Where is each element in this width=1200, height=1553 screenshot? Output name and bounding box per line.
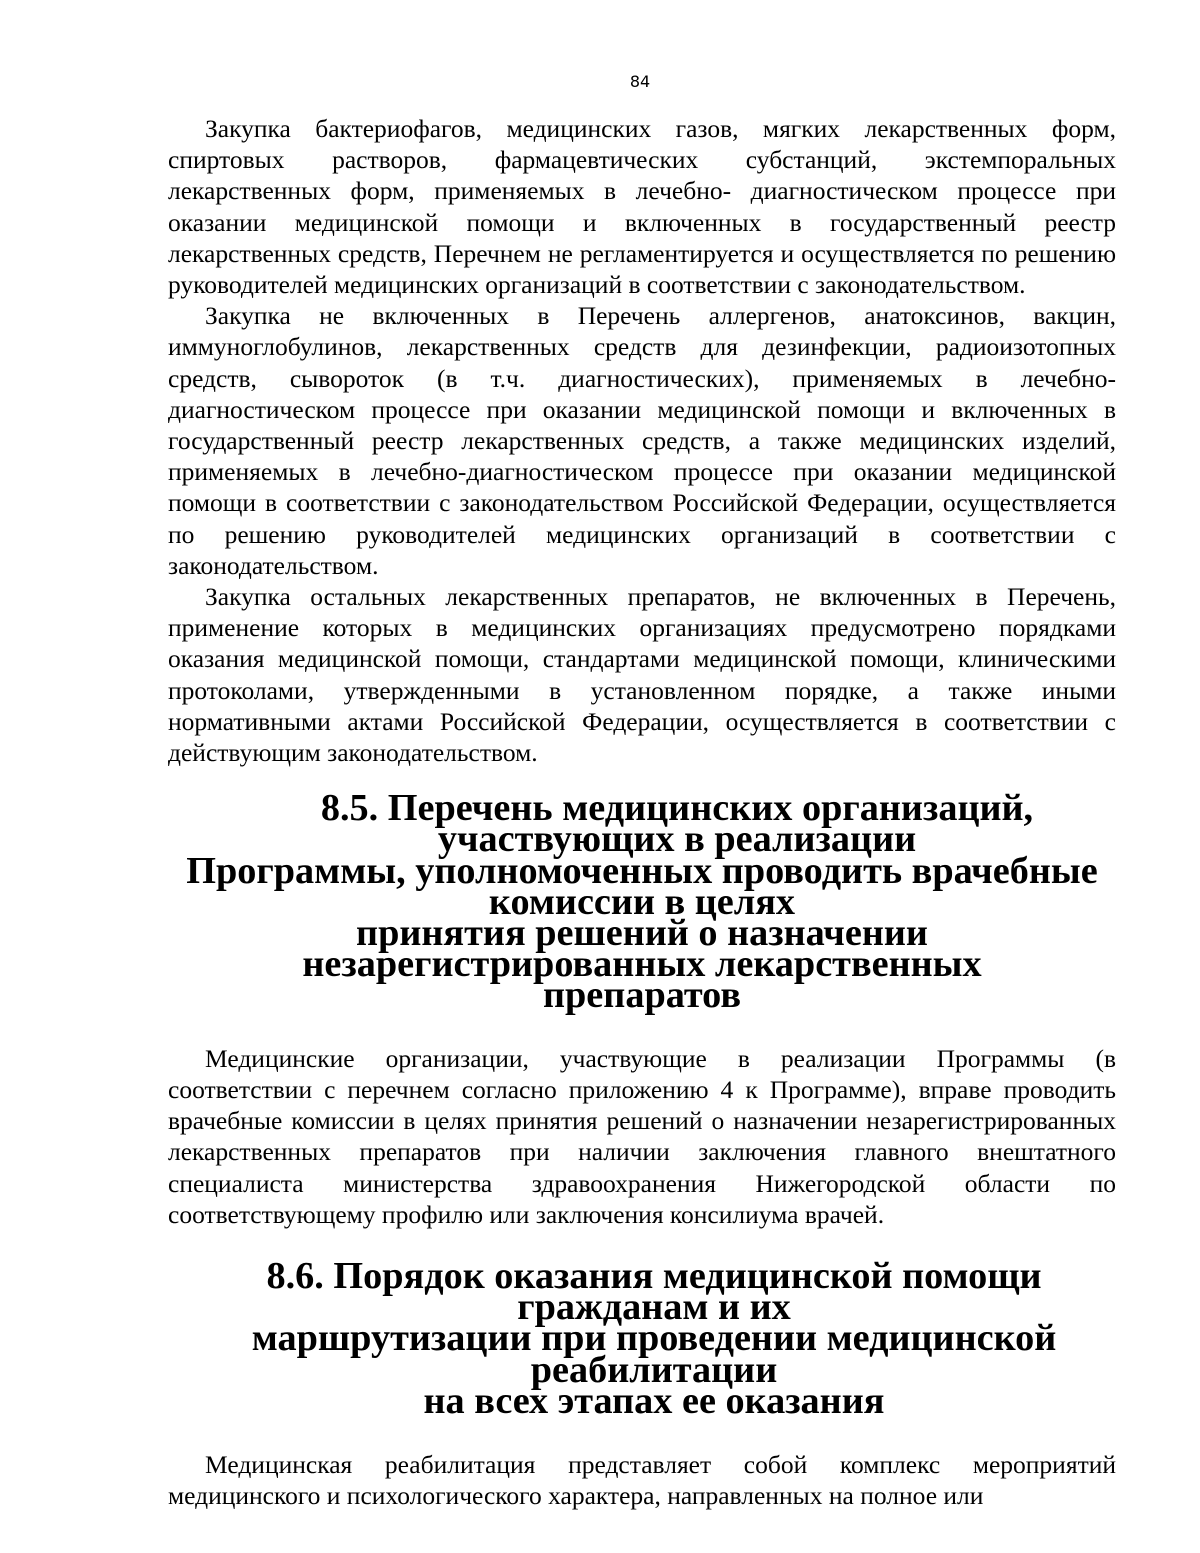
section-8-6-heading-line: маршрутизации при проведении медицинской реабилитации	[251, 1317, 1057, 1391]
section-8-5-heading-line: препаратов	[543, 974, 741, 1017]
section-8-5-heading-line: Программы, уполномоченных проводить врачебные комиссии в целях	[186, 849, 1098, 923]
section-8-6-paragraph: Медицинская реабилитация представляет собой комплекс мероприятий медицинского и психологического характера, направленных на полное или	[168, 1449, 1116, 1511]
section-8-6-heading-line: на всех этапах ее оказания	[423, 1379, 885, 1422]
section-8-5-paragraph: Медицинские организации, участвующие в реализации Программы (в соответствии с перечнем согласно приложению 4 к Программе), вправе проводить врачебные комиссии в целях принятия решений о назначении незарегистрированных лекарственных препаратов при наличии заключения главного внештатного специалиста министерства здравоохранения Нижегородской области по соответствующему профилю или заключения консилиума врачей.	[168, 1043, 1116, 1229]
section-8-5-heading	[168, 787, 1116, 1017]
section-8-5-heading-line: принятия решений о назначении незарегистрированных лекарственных	[302, 912, 982, 986]
paragraph-other-drugs: Закупка остальных лекарственных препаратов, не включенных в Перечень, применение которых в медицинских организациях предусмотрено порядками оказания медицинской помощи, стандартами медицинской помощи, клиническими протоколами, утвержденными в установленном порядке, а также иными нормативными актами Российской Федерации, осуществляется в соответствии с действующим законодательством.	[168, 582, 1116, 768]
section-8-6-heading-line: 8.6. Порядок оказания медицинской помощи гражданам и их	[266, 1254, 1042, 1329]
section-8-6-heading	[168, 1254, 1116, 1422]
page-number: 84	[629, 72, 651, 91]
document-body	[168, 113, 1116, 1511]
paragraph-bacteriophages: Закупка бактериофагов, медицинских газов, мягких лекарственных форм, спиртовых растворов, фармацевтических субстанций, экстемпоральных лекарственных форм, применяемых в лечебно- диагностическом процессе при оказании медицинской помощи и включенных в государственный реестр лекарственных средств, Перечнем не регламентируется и осуществляется по решению руководителей медицинских организаций в соответствии с законодательством.	[168, 114, 1116, 300]
paragraph-allergens: Закупка не включенных в Перечень аллергенов, анатоксинов, вакцин, иммуноглобулинов, лекарственных средств для дезинфекции, радиоизотопных средств, сывороток (в т.ч. диагностических), применяемых в лечебно-диагностическом процессе при оказании медицинской помощи и включенных в государственный реестр лекарственных средств, а также медицинских изделий, применяемых в лечебно-диагностическом процессе при оказании медицинской помощи в соответствии с законодательством Российской Федерации, осуществляется по решению руководителей медицинских организаций в соответствии с законодательством.	[168, 301, 1116, 580]
section-8-5-heading-line: 8.5. Перечень медицинских организаций, участвующих в реализации	[320, 787, 1034, 861]
